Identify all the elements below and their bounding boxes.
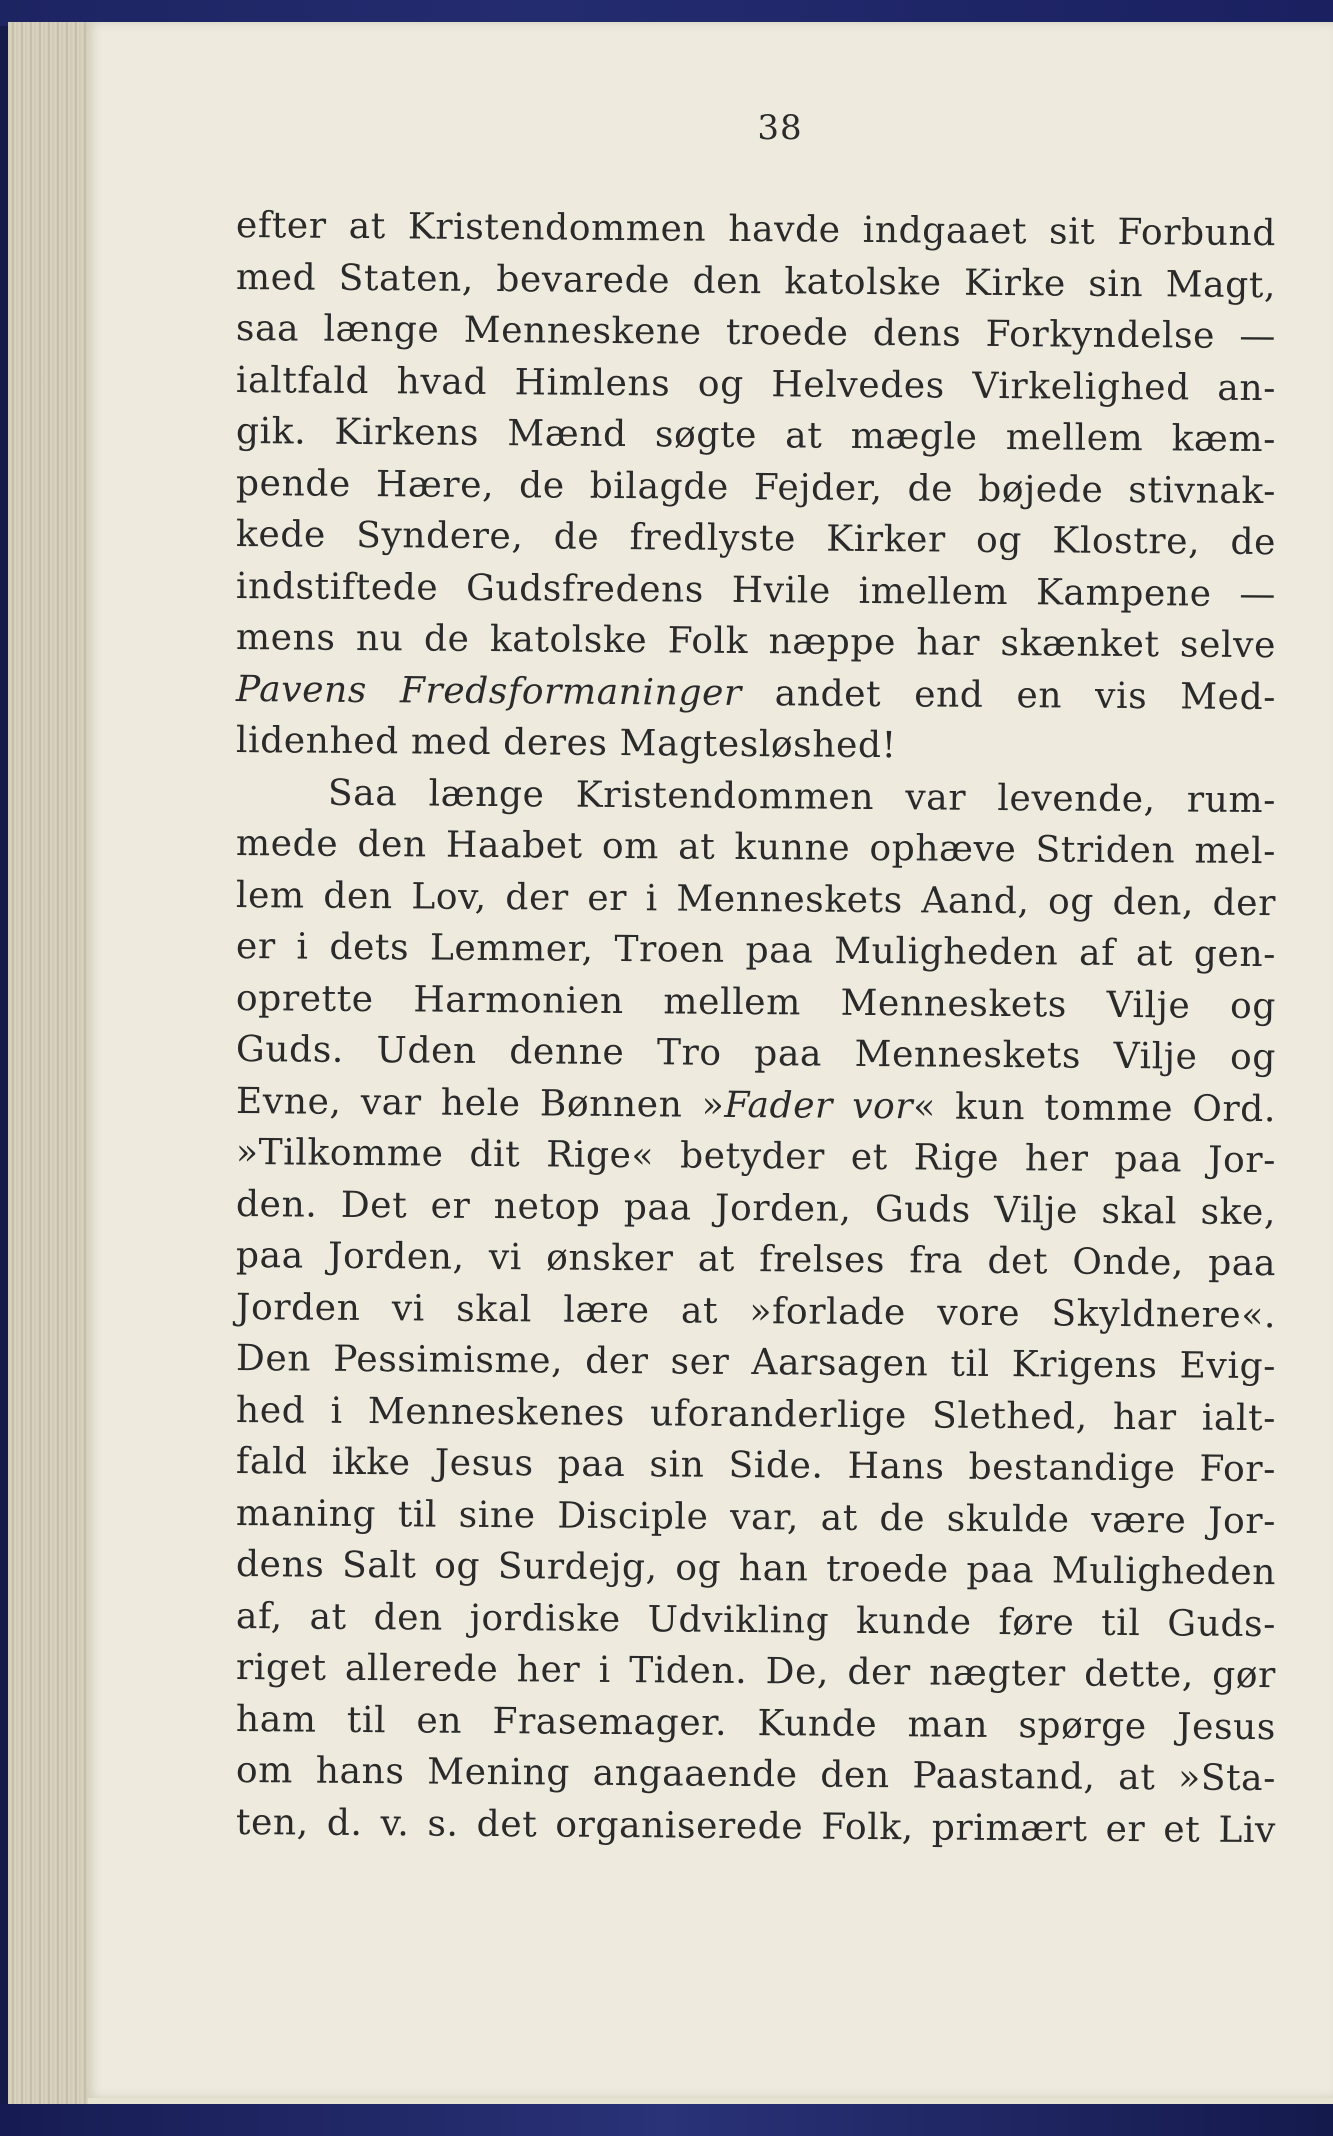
text-line <box>236 1076 1276 1136</box>
text-line: kede Syndere, de fredlyste Kirker og Klostre, de <box>235 514 1277 564</box>
text-line: hed i Menneskenes uforanderlige Slethed, har ialt- <box>235 1389 1277 1439</box>
text-line: fald ikke Jesus paa sin Side. Hans bestandige For- <box>235 1441 1277 1491</box>
page-number: 38 <box>757 108 803 148</box>
text-line: gik. Kirkens Mænd søgte at mægle mellem kæm- <box>235 411 1277 461</box>
text-line: Guds. Uden denne Tro paa Menneskets Vilje og <box>235 1029 1277 1079</box>
text-line: af, at den jordiske Udvikling kunde føre til Guds- <box>235 1595 1277 1645</box>
text-line: ten, d. v. s. det organiserede Folk, primært er et Liv <box>235 1801 1277 1851</box>
text-line: Saa længe Kristendommen var levende, rum- <box>327 772 1277 821</box>
text-line: lem den Lov, der er i Menneskets Aand, og den, der <box>235 874 1277 924</box>
text-line: oprette Harmonien mellem Menneskets Vilje og <box>235 977 1277 1027</box>
backdrop-bottom <box>0 2104 1333 2136</box>
text-line: saa længe Menneskene troede dens Forkyndelse — <box>235 308 1277 358</box>
text-line: ialtfald hvad Himlens og Helvedes Virkelighed an- <box>235 359 1277 409</box>
text-run: andet end en vis Med- <box>741 672 1277 718</box>
text-line: mens nu de katolske Folk næppe har skænket selve <box>235 617 1277 667</box>
text-line: efter at Kristendommen havde indgaaet sit Forbund <box>235 205 1277 255</box>
text-line: den. Det er netop paa Jorden, Guds Vilje skal ske, <box>235 1183 1277 1233</box>
text-line <box>236 664 1276 724</box>
italic-phrase: Pavens Fredsformaninger <box>235 668 742 714</box>
text-line: »Tilkomme dit Rige« betyder et Rige her paa Jor- <box>235 1132 1277 1182</box>
text-line: riget allerede her i Tiden. De, der nægter dette, gør <box>235 1647 1277 1697</box>
text-line: mede den Haabet om at kunne ophæve Striden mel- <box>235 823 1277 873</box>
text-line: ham til en Frasemager. Kunde man spørge Jesus <box>235 1698 1277 1748</box>
text-run: « kun tomme Ord. <box>913 1085 1277 1130</box>
text-line: maning til sine Disciple var, at de skulde være Jor- <box>235 1492 1277 1542</box>
text-line: er i dets Lemmer, Troen paa Muligheden af at gen- <box>235 926 1277 976</box>
text-line: indstiftede Gudsfredens Hvile imellem Kampene — <box>235 565 1277 615</box>
body-text <box>235 200 1277 1851</box>
page-edges <box>8 22 88 2110</box>
text-line: pende Hære, de bilagde Fejder, de bøjede stivnak- <box>235 462 1277 512</box>
italic-phrase: Fader vor <box>724 1084 914 1127</box>
text-line: Den Pessimisme, der ser Aarsagen til Krigens Evig- <box>235 1338 1277 1388</box>
text-line: med Staten, bevarede den katolske Kirke sin Magt, <box>235 256 1277 306</box>
text-line: om hans Mening angaaende den Paastand, at »Sta- <box>235 1750 1277 1800</box>
text-line: lidenhed med deres Magtesløshed! <box>235 720 897 767</box>
text-line: paa Jorden, vi ønsker at frelses fra det Onde, paa <box>235 1235 1277 1285</box>
text-line: dens Salt og Surdejg, og han troede paa Muligheden <box>235 1544 1277 1594</box>
text-run: Evne, var hele Bønnen » <box>235 1080 725 1126</box>
text-line: Jorden vi skal lære at »forlade vore Skyldnere«. <box>235 1286 1277 1336</box>
